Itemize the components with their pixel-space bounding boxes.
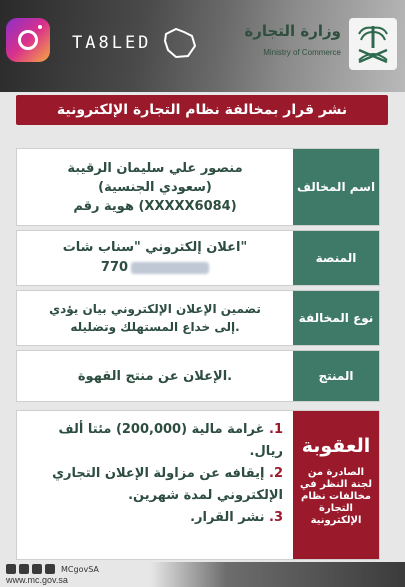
platform-account bbox=[101, 258, 209, 278]
ministry-logo bbox=[239, 16, 399, 74]
penalty-item: 1. غرامة مالية (200,000) مئتا ألف ريال. bbox=[58, 422, 283, 459]
ministry-name-en: Ministry of Commerce bbox=[263, 48, 341, 57]
violator-nationality: (سعودي الجنسية) bbox=[98, 179, 212, 195]
platform-name: اعلان إلكتروني "سناب شات" bbox=[62, 240, 248, 255]
row-content bbox=[17, 231, 293, 285]
penalty-title: العقوبة bbox=[301, 435, 371, 457]
header bbox=[0, 0, 405, 92]
penalty-section bbox=[16, 410, 380, 560]
title-bar bbox=[16, 95, 388, 125]
violation-line-2: إلى خداع المستهلك وتضليله. bbox=[70, 320, 240, 334]
row-label: المنصة bbox=[293, 231, 379, 285]
row-content bbox=[17, 149, 293, 225]
product-row bbox=[16, 350, 380, 402]
violator-name: منصور علي سليمان الرقيبة bbox=[67, 160, 243, 176]
penalty-item: 2. إيقافه عن مزاولة الإعلان التجاري الإلكتروني لمدة شهرين. bbox=[52, 466, 283, 503]
penalty-list bbox=[17, 411, 293, 559]
account-number: 770 bbox=[100, 260, 129, 275]
row-content bbox=[17, 291, 293, 345]
platform-row bbox=[16, 230, 380, 286]
saudi-map-icon bbox=[162, 26, 198, 60]
footer bbox=[0, 562, 405, 587]
page-title: نشر قرار بمخالفة نظام التجارة الإلكترونية bbox=[56, 102, 348, 118]
instagram-icon[interactable] bbox=[19, 564, 29, 574]
row-label: اسم المخالف bbox=[293, 149, 379, 225]
youtube-icon[interactable] bbox=[45, 564, 55, 574]
penalty-label bbox=[293, 411, 379, 559]
website-link[interactable]: www.mc.gov.sa bbox=[6, 575, 68, 585]
brand-watermark: TA8LED bbox=[72, 33, 152, 53]
row-label: نوع المخالفة bbox=[293, 291, 379, 345]
footer-photo bbox=[150, 562, 405, 587]
ministry-name-ar: وزارة التجارة bbox=[244, 22, 341, 40]
violator-id: هوية رقم (XXXXX6084) bbox=[73, 198, 237, 214]
instagram-icon bbox=[6, 18, 50, 62]
penalty-item: 3. نشر القرار. bbox=[190, 510, 283, 525]
product-text: الإعلان عن منتج القهوة. bbox=[77, 368, 233, 384]
redacted-account bbox=[131, 262, 209, 274]
palm-swords-emblem-icon bbox=[349, 18, 397, 70]
twitter-icon[interactable] bbox=[6, 564, 16, 574]
penalty-subtitle: الصادرة من لجنة النظر في مخالفات نظام التجارة الإلكترونية bbox=[300, 467, 372, 526]
violation-line-1: تضمين الإعلان الإلكتروني بيان يؤدي bbox=[49, 302, 261, 316]
violator-name-row bbox=[16, 148, 380, 226]
social-handle: MCgovSA bbox=[61, 564, 99, 574]
row-content bbox=[17, 351, 293, 401]
row-label: المنتج bbox=[293, 351, 379, 401]
snapchat-icon[interactable] bbox=[32, 564, 42, 574]
violation-type-row bbox=[16, 290, 380, 346]
social-links bbox=[6, 564, 99, 574]
